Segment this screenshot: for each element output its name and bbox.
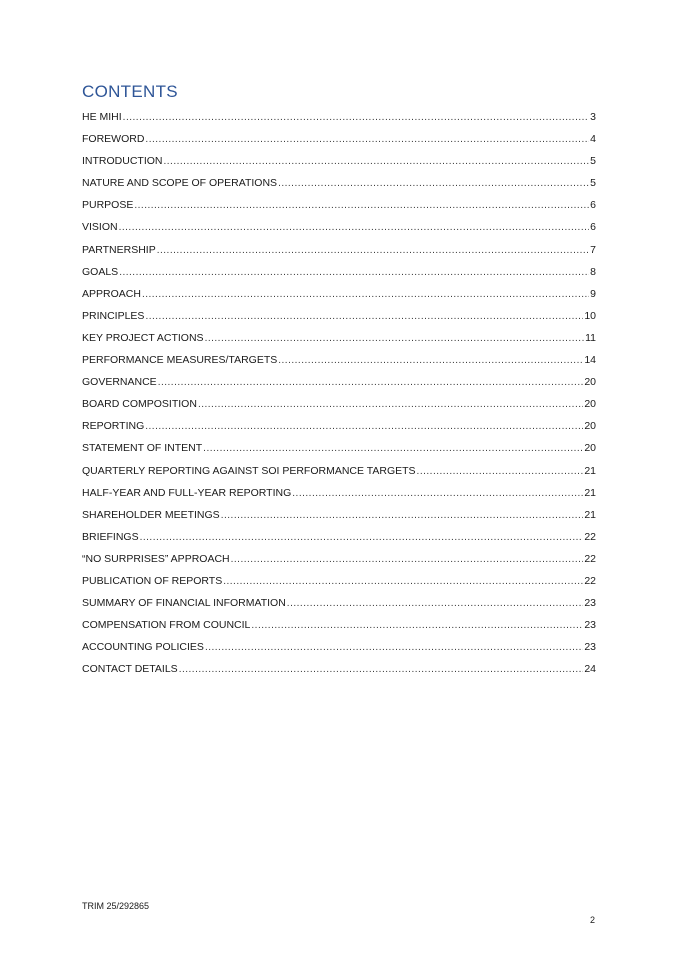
toc-entry-title: APPROACH [82, 287, 141, 300]
toc-entry[interactable] [82, 393, 596, 415]
toc-dot-leader [203, 438, 583, 460]
contents-heading: CONTENTS [82, 82, 178, 101]
toc-entry-title: HALF-YEAR AND FULL-YEAR REPORTING [82, 486, 292, 499]
toc-entry-page: 22 [584, 552, 596, 565]
toc-entry[interactable] [82, 504, 596, 526]
toc-entry-title: QUARTERLY REPORTING AGAINST SOI PERFORMANCE TARGETS [82, 464, 416, 477]
toc-entry-page: 6 [590, 199, 596, 212]
toc-entry-title: NATURE AND SCOPE OF OPERATIONS [82, 177, 278, 190]
toc-entry[interactable] [82, 658, 596, 680]
toc-entry-page: 20 [584, 442, 596, 455]
page-number: 2 [589, 915, 595, 925]
toc-entry-title: PERFORMANCE MEASURES/TARGETS [82, 354, 278, 367]
toc-entry[interactable] [82, 437, 596, 459]
toc-entry-page: 23 [584, 641, 596, 654]
toc-dot-leader [158, 372, 584, 394]
toc-dot-leader [205, 637, 583, 659]
toc-entry-page: 3 [590, 111, 596, 123]
toc-dot-leader [123, 107, 589, 129]
toc-dot-leader [119, 217, 589, 239]
toc-entry[interactable] [82, 194, 596, 216]
toc-entry-title: REPORTING [82, 420, 145, 433]
toc-entry-title: INTRODUCTION [82, 155, 163, 168]
toc-entry[interactable] [82, 239, 596, 261]
toc-entry[interactable] [82, 570, 596, 592]
toc-dot-leader [221, 505, 584, 527]
toc-entry[interactable] [82, 305, 596, 327]
toc-dot-leader [119, 262, 589, 284]
toc-entry[interactable] [82, 636, 596, 658]
toc-dot-leader [164, 151, 590, 173]
toc-entry[interactable] [82, 150, 596, 172]
toc-entry-page: 10 [584, 309, 596, 322]
toc-entry[interactable] [82, 460, 596, 482]
toc-entry[interactable] [82, 261, 596, 283]
toc-dot-leader [140, 527, 584, 549]
toc-dot-leader [278, 173, 589, 195]
toc-entry-title: SUMMARY OF FINANCIAL INFORMATION [82, 597, 286, 610]
toc-entry-title: ACCOUNTING POLICIES [82, 641, 204, 654]
toc-entry-page: 23 [584, 619, 596, 632]
toc-entry-title: PURPOSE [82, 199, 134, 212]
toc-entry[interactable] [82, 415, 596, 437]
toc-entry-page: 21 [584, 508, 596, 521]
toc-dot-leader [142, 284, 589, 306]
toc-entry-title: GOVERNANCE [82, 376, 157, 389]
toc-entry-title: GOALS [82, 265, 119, 278]
toc-entry-page: 21 [584, 486, 596, 499]
toc-entry-page: 20 [584, 398, 596, 411]
toc-entry-page: 21 [584, 464, 596, 477]
toc-entry[interactable] [82, 128, 596, 150]
toc-entry-title: SHAREHOLDER MEETINGS [82, 508, 220, 521]
toc-entry-page: 5 [590, 155, 596, 168]
toc-entry-page: 5 [590, 177, 596, 190]
toc-entry-page: 22 [584, 530, 596, 543]
toc-entry-title: COMPENSATION FROM COUNCIL [82, 619, 251, 632]
toc-entry[interactable] [82, 592, 596, 614]
toc-entry-title: CONTACT DETAILS [82, 663, 178, 676]
toc-entry-page: 4 [590, 133, 596, 146]
toc-entry-page: 6 [590, 221, 596, 234]
toc-entry[interactable] [82, 283, 596, 305]
toc-dot-leader [251, 615, 583, 637]
toc-entry-page: 8 [590, 265, 596, 278]
toc-entry-title: VISION [82, 221, 118, 234]
toc-entry-title: STATEMENT OF INTENT [82, 442, 203, 455]
table-of-contents [82, 106, 596, 680]
toc-entry-page: 14 [584, 354, 596, 367]
toc-entry-page: 22 [584, 574, 596, 587]
toc-entry[interactable] [82, 106, 596, 128]
toc-entry-page: 11 [585, 331, 596, 344]
toc-entry-title: PRINCIPLES [82, 309, 145, 322]
toc-entry-title: BRIEFINGS [82, 530, 139, 543]
toc-dot-leader [134, 195, 589, 217]
toc-dot-leader [287, 593, 584, 615]
toc-entry-page: 20 [584, 376, 596, 389]
toc-entry-title: PUBLICATION OF REPORTS [82, 574, 223, 587]
toc-entry[interactable] [82, 614, 596, 636]
toc-entry-page: 7 [590, 243, 596, 256]
trim-reference: TRIM 25/292865 [82, 901, 150, 911]
toc-entry[interactable] [82, 548, 596, 570]
toc-dot-leader [205, 328, 585, 350]
toc-entry[interactable] [82, 526, 596, 548]
toc-entry-page: 24 [584, 663, 596, 676]
toc-dot-leader [198, 394, 583, 416]
toc-entry-title: KEY PROJECT ACTIONS [82, 331, 204, 344]
toc-entry[interactable] [82, 327, 596, 349]
toc-dot-leader [157, 240, 589, 262]
toc-entry[interactable] [82, 482, 596, 504]
toc-entry[interactable] [82, 172, 596, 194]
toc-dot-leader [278, 350, 583, 372]
toc-dot-leader [417, 461, 584, 483]
toc-dot-leader [145, 306, 583, 328]
toc-entry-title: HE MIHI [82, 111, 122, 123]
toc-entry-title: BOARD COMPOSITION [82, 398, 197, 411]
toc-entry-page: 20 [584, 420, 596, 433]
toc-entry-page: 23 [584, 597, 596, 610]
toc-dot-leader [231, 549, 584, 571]
toc-dot-leader [292, 483, 583, 505]
toc-entry-title: “NO SURPRISES” APPROACH [82, 552, 230, 565]
toc-dot-leader [145, 416, 583, 438]
toc-dot-leader [179, 659, 584, 681]
toc-entry-page: 9 [590, 287, 596, 300]
toc-dot-leader [223, 571, 583, 593]
toc-entry[interactable] [82, 216, 596, 238]
toc-entry[interactable] [82, 349, 596, 371]
toc-dot-leader [145, 129, 589, 151]
toc-entry-title: PARTNERSHIP [82, 243, 156, 256]
toc-entry[interactable] [82, 371, 596, 393]
toc-entry-title: FOREWORD [82, 133, 145, 146]
